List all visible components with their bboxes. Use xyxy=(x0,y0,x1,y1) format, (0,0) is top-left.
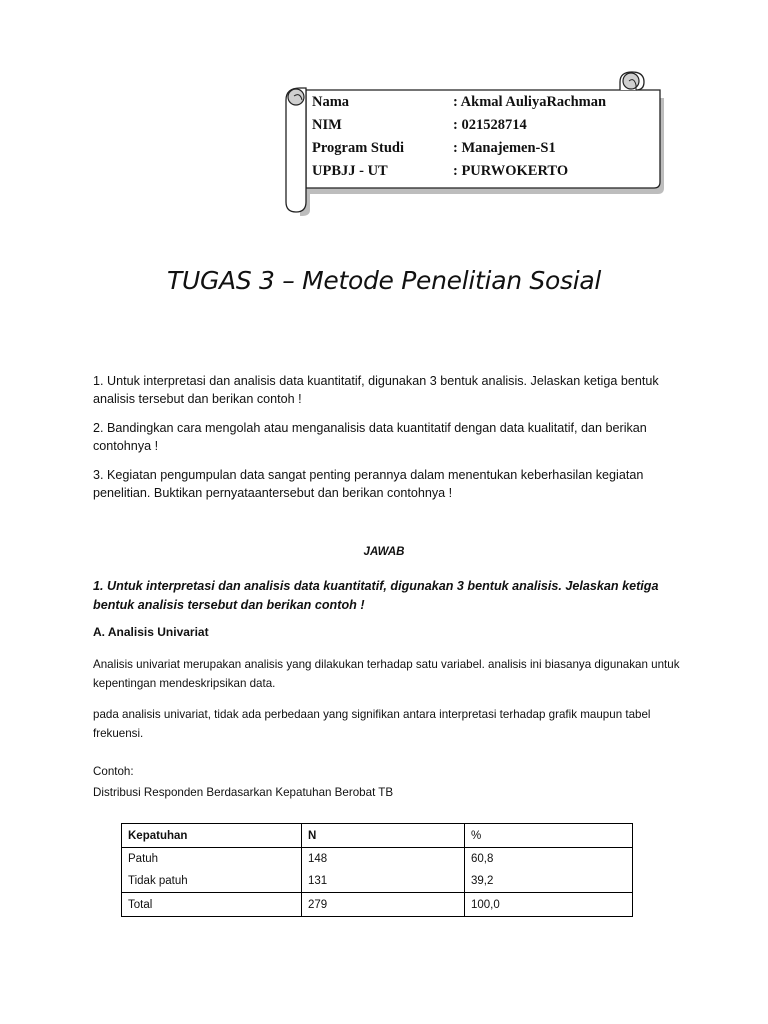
table-row xyxy=(122,870,633,893)
frequency-table xyxy=(121,823,633,917)
identity-row-upbjj xyxy=(312,161,606,184)
identity-label: UPBJJ - UT xyxy=(312,163,388,179)
document-title: TUGAS 3 – Metode Penelitian Sosial xyxy=(166,266,602,295)
table-row xyxy=(122,848,633,871)
cell-n: 131 xyxy=(302,870,465,893)
header-kepatuhan: Kepatuhan xyxy=(122,824,302,848)
answer-question-repeat: 1. Untuk interpretasi dan analisis data kuantitatif, digunakan 3 bentuk analisis. Jelaskan ketiga bentuk analisis tersebut dan berikan contoh ! xyxy=(93,579,659,612)
identity-info xyxy=(312,92,606,184)
header-percent: % xyxy=(465,824,633,848)
cell-total-percent: 100,0 xyxy=(465,893,633,917)
question-3: 3. Kegiatan pengumpulan data sangat penting perannya dalam menentukan keberhasilan kegiatan penelitian. Buktikan pernyataantersebut dan berikan contohnya ! xyxy=(93,468,644,500)
paragraph-univariat-interpretation: pada analisis univariat, tidak ada perbedaan yang signifikan antara interpretasi terhadap grafik maupun tabel frekuensi. xyxy=(93,708,651,740)
section-a-title: A. Analisis Univariat xyxy=(93,625,209,639)
identity-value: : Akmal AuliyaRachman xyxy=(453,94,607,110)
example-label: Contoh: xyxy=(93,765,134,778)
identity-row-nama xyxy=(312,92,606,115)
identity-label: Nama xyxy=(312,94,350,110)
question-1: 1. Untuk interpretasi dan analisis data kuantitatif, digunakan 3 bentuk analisis. Jelaskan ketiga bentuk analisis tersebut dan berikan contoh ! xyxy=(93,374,659,406)
cell-total-label: Total xyxy=(122,893,302,917)
table-total-row xyxy=(122,893,633,917)
question-2: 2. Bandingkan cara mengolah atau menganalisis data kuantitatif dengan data kualitatif, dan berikan contohnya ! xyxy=(93,421,647,453)
identity-value: : 021528714 xyxy=(453,117,527,133)
identity-label: NIM xyxy=(312,117,342,133)
table-caption: Distribusi Responden Berdasarkan Kepatuhan Berobat TB xyxy=(93,786,394,799)
cell-percent: 39,2 xyxy=(465,870,633,893)
cell-total-n: 279 xyxy=(302,893,465,917)
identity-row-program-studi xyxy=(312,138,606,161)
header-n: N xyxy=(302,824,465,848)
identity-value: : Manajemen-S1 xyxy=(453,140,556,156)
table-header-row xyxy=(122,824,633,848)
cell-category: Tidak patuh xyxy=(122,870,302,893)
answer-heading: JAWAB xyxy=(363,546,405,558)
identity-value: : PURWOKERTO xyxy=(453,163,569,179)
identity-row-nim xyxy=(312,115,606,138)
cell-percent: 60,8 xyxy=(465,848,633,871)
identity-label: Program Studi xyxy=(312,140,404,156)
paragraph-univariat-definition: Analisis univariat merupakan analisis yang dilakukan terhadap satu variabel. analisis ini biasanya digunakan untuk kepentingan mendeskripsikan data. xyxy=(93,658,680,690)
cell-category: Patuh xyxy=(122,848,302,871)
cell-n: 148 xyxy=(302,848,465,871)
